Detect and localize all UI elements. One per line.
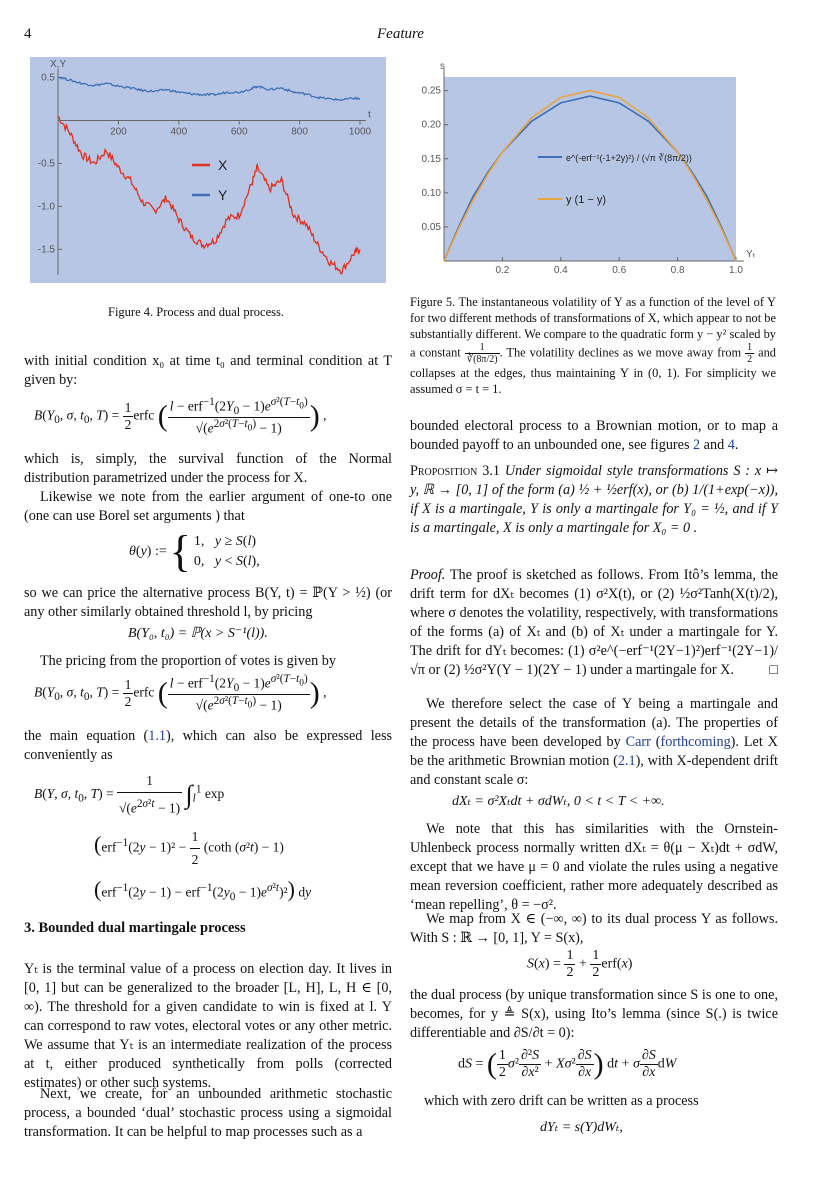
x-tick-label: 0.6	[612, 265, 627, 276]
x-tick-label: 400	[170, 126, 188, 138]
left-p7: Yₜ is the terminal value of a process on election day. It lives in [0, 1] but can be generalized to the broader [L, H], L, H ∈ [0, ∞). The threshold for a given candidate to win is fixed at l. Y can correspond to raw votes, electoral votes or any other metric. We assume that Yₜ is an intermediate realization of the process at t, either produced synthetically from polls (corrected estimates) or other such systems.	[24, 961, 392, 1091]
y-tick-label: -1.5	[37, 244, 55, 256]
x-tick-label: 800	[291, 126, 308, 138]
link-figure-2[interactable]: 2	[693, 437, 701, 453]
x-tick-label: 0.2	[495, 265, 510, 276]
proposition-label: Proposition 3.1	[410, 463, 500, 479]
right-p4: We map from X ∈ (−∞, ∞) to its dual process Y as follows. With S : ℝ → [0, 1], Y = S(x),	[410, 911, 778, 946]
y-tick-label: 0.5	[41, 72, 55, 84]
link-eq-1-1[interactable]: 1.1	[148, 728, 166, 744]
left-p1: with initial condition x₀ at time t₀ and terminal condition at T given by:	[24, 353, 392, 388]
y-axis-label: X,Y	[50, 59, 67, 70]
legend-label-1: e^(-erf⁻¹(-1+2y)²) / (√π ∛(8π/2))	[566, 153, 692, 163]
proposition-text: Under sigmoidal style transformations S : x ↦ y, ℝ → [0, 1] of the form (a) ½ + ½erf(x), or (b) 1/(1+exp(−x)), if X is a martingale, Y is only a martingale for Y₀ = ½, and if Y is a martingale, X is only a martingale for X₀ = 0 .	[410, 463, 779, 536]
x-axis-label: t	[368, 109, 371, 121]
left-p4: so we can price the alternative process B(Y, t) = ℙ(Y > ½) (or any other similarly obtained threshold l, by pricing	[24, 585, 392, 620]
equation-dy: dYₜ = s(Y)dWₜ,	[540, 1120, 623, 1135]
figure-5-caption-label: Figure 5.	[410, 295, 456, 309]
plot-background	[444, 77, 736, 261]
legend-label-Y: Y	[218, 187, 228, 203]
figure-5-caption-text-a: The instantaneous volatility of Y as a function of the level of Y for two different methods of transformations of X, which appear to not be substantially different. We compare to the quadratic form y − y² scaled by a constant	[410, 295, 777, 360]
equation-b-votes: $B(Y_0$, σ, $t_0$, T) = $\frac{1}{2}$ erfc ( $\frac{l - erf^{-1}(2Y_0 - 1)e^{\sigma^2(T-t_0)}}{√(e^{2\sigma^2(T-t_0)} - 1)}$ ) ,	[34, 673, 327, 713]
left-p6: the main equation (1.1), which can also be expressed less conveniently as	[24, 728, 392, 763]
equation-s-of-x: S(x) = $\frac{1}{2}$ + $\frac{1}{2}$ erf(x)	[527, 948, 633, 980]
y-tick-label: 0.10	[421, 187, 441, 199]
right-p3: We note that this has similarities with the Ornstein-Uhlenbeck process normally written dXₜ = θ(μ − Xₜ)dt + σdW, except that we have μ = 0 and violate the rules using a negative mean reversion coefficient, rather more adequately described as ‘mean repelling’, θ = −σ².	[410, 821, 778, 913]
left-p5: The pricing from the proportion of votes is given by	[40, 653, 336, 669]
legend-label-2: y (1 − y)	[566, 194, 607, 206]
equation-b-survival: $B(Y_0$, σ, $t_0$, T) = $\frac{1}{2}$ erfc ( $\frac{l - erf^{-1}(2Y_0 - 1)e^{\sigma^2(T-t_0)}}{√(e^{2\sigma^2(T-t_0)} - 1)}$ ) ,	[34, 396, 327, 436]
figure-5-caption: Figure 5. The instantaneous volatility of Y as a function of the level of Y for two different methods of transformations of X, which appear to not be substantially different. We compare to the quadratic form y − y² scaled by a constant $\frac{1}{∛(8\pi/2)}$ . The volatility declines as we move away from $\frac{1}{2}$ and collapses at the edges, thus maintaining Y in (0, 1). For simplicity we assumed σ = t = 1.	[410, 295, 777, 396]
figure-4-caption: Figure 4. Process and dual process.	[108, 305, 285, 319]
x-tick-label: 0.8	[670, 265, 685, 276]
y-tick-label: -0.5	[37, 158, 55, 170]
equation-theta: θ(y) := { 1, y ≥ S(l) 0, y < S(l),	[129, 527, 260, 576]
right-p6: which with zero drift can be written as a process	[424, 1093, 699, 1109]
plot-background	[30, 57, 386, 283]
proof-text: The proof is sketched as follows. From Itô’s lemma, the drift term for dXₜ becomes (1) σ²X(t), or (2) ½σ²Tanh(X(t)/2), where σ denotes the volatility, respectively, with transformations of the forms (a) of Xₜ and (b) of Xₜ under a martingale for Y. The drift for dYₜ becomes: (1) σ²e^(−erf⁻¹(2Y−1)²)erf⁻¹(2Y−1)/√π or (2) ½σ²Y(Y − 1)(2Y − 1) under a martingale for X.	[410, 567, 778, 678]
link-forthcoming[interactable]: forthcoming	[660, 734, 731, 750]
left-p8: Next, we create, for an unbounded arithmetic stochastic process, a bounded ‘dual’ stochastic process using a sigmoidal transformation. It can be helpful to map processes such as a	[24, 1086, 392, 1140]
x-tick-label: 1000	[348, 126, 372, 138]
equation-dx: dXₜ = σ²Xₜdt + σdWₜ, 0 < t < T < +∞.	[452, 794, 665, 809]
figure-5-caption-text-c: and collapses at the edges, thus maintaining Y in (0, 1). For simplicity we assumed σ = t = 1.	[410, 345, 776, 396]
link-eq-2-1[interactable]: 2.1	[617, 753, 636, 769]
left-p3: Likewise we note from the earlier argument of one-to one (one can use Borel set arguments ) that	[24, 489, 392, 524]
section-heading-3: 3. Bounded dual martingale process	[24, 920, 246, 936]
y-tick-label: 0.15	[421, 153, 441, 165]
y-tick-label: 0.05	[421, 221, 441, 233]
left-p2: which is, simply, the survival function of the Normal distribution parametrized under the process for X.	[24, 451, 392, 486]
link-figure-4[interactable]: 4	[727, 437, 735, 453]
x-tick-label: 0.4	[553, 265, 568, 276]
equation-b-integral: B(Y, σ, $t_0$, T) = $\frac{1}{√(e^{2\sigma^2t} - 1)}$ $\int_l^1$ exp (erf$^{-1}$(2y − 1)² − $\frac{1}{2}$ (coth (σ²t) − 1) $(erf^{-1}(2y - 1) - erf^{-1}(2y_0 - 1)e^{\sigma^2t})^2$) dy	[34, 770, 394, 908]
page-number: 4	[24, 26, 32, 42]
running-title: Feature	[377, 26, 424, 42]
right-p1: bounded electoral process to a Brownian motion, or to map a bounded payoff to an unbounded one, see figures 2 and 4.	[410, 418, 778, 453]
equation-price: B(Y₀, t₀) = ℙ(x > S⁻¹(l)).	[128, 626, 268, 641]
figure-5-caption-text-b: . The volatility declines as we move away from	[499, 345, 742, 360]
qed-symbol: □	[769, 662, 778, 678]
y-axis-label: s	[440, 61, 445, 72]
figure-4-chart	[30, 57, 386, 283]
proposition-3-1	[410, 462, 778, 538]
y-tick-label: -1.0	[37, 201, 55, 213]
x-tick-label: 1.0	[729, 265, 743, 276]
x-tick-label: 600	[230, 126, 248, 138]
legend-label-X: X	[218, 157, 228, 173]
equation-ds: dS = ( $\frac{1}{2}$ σ² $\frac{\text{∂²S}}{\text{∂x²}}$ + Xσ² $\frac{\partial S}{\partial x}$ ) dt + σ $\frac{\partial S}{\partial x}$ dW	[458, 1047, 677, 1081]
proof-label: Proof.	[410, 567, 446, 583]
right-p2: We therefore select the case of Y being a martingale and present the details of the transformation (a). The properties of the process have been developed by Carr (forthcoming). Let X be the arithmetic Brownian motion (2.1), with X-dependent drift and constant scale σ:	[410, 696, 778, 788]
link-carr[interactable]: Carr	[625, 734, 651, 750]
x-tick-label: 200	[110, 126, 127, 138]
x-axis-label: Yₜ	[746, 249, 756, 260]
y-tick-label: 0.25	[421, 85, 441, 97]
proof	[410, 566, 778, 680]
y-tick-label: 0.20	[421, 119, 441, 131]
figure-5-chart	[414, 57, 772, 283]
right-p5: the dual process (by unique transformation since S is one to one, becomes, for y ≜ S(x), using Ito’s lemma (since S(.) is twice differentiable and ∂S/∂t = 0):	[410, 987, 778, 1041]
